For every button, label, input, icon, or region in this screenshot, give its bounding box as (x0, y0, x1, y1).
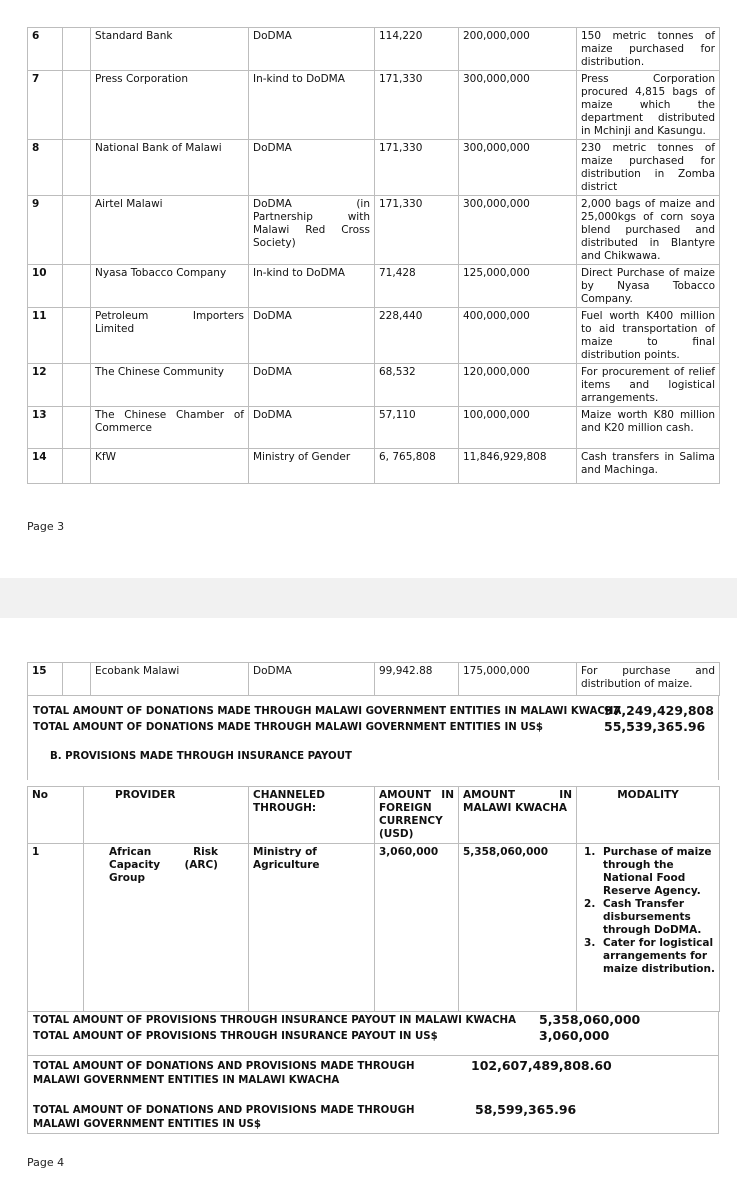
channel-cell: DoDMA (249, 663, 375, 696)
row-number: 7 (28, 71, 63, 140)
header-mwk: AMOUNT IN MALAWI KWACHA (459, 787, 577, 844)
provider-cell: The Chinese Chamber of Commerce (91, 407, 249, 449)
channel-cell: DoDMA (249, 407, 375, 449)
header-modality: MODALITY (577, 787, 720, 844)
table-row (28, 28, 720, 71)
table-row (28, 844, 720, 1012)
modality-item: 2. Cash Transfer disbursements through DoDMA. (599, 898, 715, 937)
channel-cell: DoDMA (249, 364, 375, 407)
mwk-amount-cell: 300,000,000 (459, 196, 577, 265)
modality-cell: For purchase and distribution of maize. (577, 663, 720, 696)
usd-amount-cell: 228,440 (375, 308, 459, 364)
table-row (28, 663, 720, 696)
row-number: 11 (28, 308, 63, 364)
grand-total-usd-label-1: TOTAL AMOUNT OF DONATIONS AND PROVISIONS MADE THROUGH (33, 1105, 415, 1116)
modality-cell: Direct Purchase of maize by Nyasa Tobacco Company. (577, 265, 720, 308)
table-header-row (28, 787, 720, 844)
channel-cell: In-kind to DoDMA (249, 71, 375, 140)
row-number: 15 (28, 663, 63, 696)
provider-cell: The Chinese Community (91, 364, 249, 407)
grand-total-mwk-label-2: MALAWI GOVERNMENT ENTITIES IN MALAWI KWACHA (33, 1075, 340, 1086)
channel-cell: DoDMA (249, 140, 375, 196)
donations-total-mwk-label: TOTAL AMOUNT OF DONATIONS MADE THROUGH MALAWI GOVERNMENT ENTITIES IN MALAWI KWACHA (33, 706, 622, 717)
grand-total-usd-label-2: MALAWI GOVERNMENT ENTITIES IN US$ (33, 1119, 261, 1130)
table-row (28, 140, 720, 196)
provisions-total-mwk-value: 5,358,060,000 (539, 1012, 641, 1027)
modality-cell: Press Corporation procured 4,815 bags of maize which the department distributed in Mchinji and Kasungu. (577, 71, 720, 140)
provider-cell: KfW (91, 449, 249, 484)
channel-cell: DoDMA (249, 308, 375, 364)
mwk-amount-cell: 400,000,000 (459, 308, 577, 364)
table-row (28, 364, 720, 407)
header-channel: CHANNELED THROUGH: (249, 787, 375, 844)
usd-amount-cell: 171,330 (375, 196, 459, 265)
donations-table-page4 (27, 662, 720, 696)
mwk-amount-cell: 120,000,000 (459, 364, 577, 407)
row-number: 13 (28, 407, 63, 449)
table-row (28, 196, 720, 265)
provisions-total-usd-label: TOTAL AMOUNT OF PROVISIONS THROUGH INSURANCE PAYOUT IN US$ (33, 1031, 438, 1042)
usd-amount-cell: 71,428 (375, 265, 459, 308)
insurance-table (27, 786, 720, 1012)
mwk-amount-cell: 125,000,000 (459, 265, 577, 308)
page-number: Page 3 (27, 520, 65, 533)
mwk-amount-cell: 300,000,000 (459, 140, 577, 196)
usd-amount-cell: 68,532 (375, 364, 459, 407)
channel-cell: Ministry of Agriculture (249, 844, 375, 1012)
modality-cell (577, 844, 720, 1012)
table-row (28, 449, 720, 484)
usd-amount-cell: 114,220 (375, 28, 459, 71)
table-row (28, 71, 720, 140)
provisions-total-mwk-label: TOTAL AMOUNT OF PROVISIONS THROUGH INSURANCE PAYOUT IN MALAWI KWACHA (33, 1015, 516, 1026)
header-no: No (28, 787, 84, 844)
grand-total-mwk-label-1: TOTAL AMOUNT OF DONATIONS AND PROVISIONS MADE THROUGH (33, 1061, 415, 1072)
row-number: 6 (28, 28, 63, 71)
mwk-amount-cell: 200,000,000 (459, 28, 577, 71)
section-b-heading: B. PROVISIONS MADE THROUGH INSURANCE PAYOUT (50, 751, 352, 762)
mwk-amount-cell: 175,000,000 (459, 663, 577, 696)
page-separator (0, 578, 737, 618)
header-provider: PROVIDER (84, 787, 249, 844)
row-number: 1 (28, 844, 84, 1012)
modality-cell: Cash transfers in Salima and Machinga. (577, 449, 720, 484)
row-number: 12 (28, 364, 63, 407)
provider-cell: African Risk Capacity (ARC) Group (84, 844, 249, 1012)
usd-amount-cell: 6, 765,808 (375, 449, 459, 484)
donations-total-usd-label: TOTAL AMOUNT OF DONATIONS MADE THROUGH MALAWI GOVERNMENT ENTITIES IN US$ (33, 722, 544, 733)
channel-cell: DoDMA (249, 28, 375, 71)
provider-cell: Standard Bank (91, 28, 249, 71)
donations-total-mwk-value: 97,249,429,808 (604, 703, 714, 718)
provider-cell: Nyasa Tobacco Company (91, 265, 249, 308)
provider-cell: Airtel Malawi (91, 196, 249, 265)
provider-cell: Press Corporation (91, 71, 249, 140)
row-number: 14 (28, 449, 63, 484)
table-row (28, 265, 720, 308)
channel-cell: In-kind to DoDMA (249, 265, 375, 308)
modality-cell: 2,000 bags of maize and 25,000kgs of corn soya blend purchased and distributed in Blantyre and Chikwawa. (577, 196, 720, 265)
usd-amount-cell: 171,330 (375, 140, 459, 196)
provider-cell: Ecobank Malawi (91, 663, 249, 696)
page-number: Page 4 (27, 1156, 65, 1169)
donations-total-usd-value: 55,539,365.96 (604, 719, 706, 734)
usd-amount-cell: 57,110 (375, 407, 459, 449)
mwk-amount-cell: 11,846,929,808 (459, 449, 577, 484)
mwk-amount-cell: 300,000,000 (459, 71, 577, 140)
modality-cell: 230 metric tonnes of maize purchased for distribution in Zomba district (577, 140, 720, 196)
usd-amount-cell: 99,942.88 (375, 663, 459, 696)
provisions-total-usd-value: 3,060,000 (539, 1028, 610, 1043)
row-number: 8 (28, 140, 63, 196)
modality-cell: 150 metric tonnes of maize purchased for distribution. (577, 28, 720, 71)
table-row (28, 407, 720, 449)
grand-total-usd-value: 58,599,365.96 (475, 1102, 577, 1117)
donations-table-page3 (27, 27, 720, 484)
header-usd: AMOUNT IN FOREIGN CURRENCY (USD) (375, 787, 459, 844)
modality-list (581, 846, 715, 976)
provider-cell: National Bank of Malawi (91, 140, 249, 196)
grand-total-mwk-value: 102,607,489,808.60 (471, 1058, 612, 1073)
row-number: 10 (28, 265, 63, 308)
usd-amount-cell: 171,330 (375, 71, 459, 140)
provider-cell: Petroleum Importers Limited (91, 308, 249, 364)
table-row (28, 308, 720, 364)
usd-amount-cell: 3,060,000 (375, 844, 459, 1012)
modality-cell: For procurement of relief items and logistical arrangements. (577, 364, 720, 407)
modality-cell: Maize worth K80 million and K20 million cash. (577, 407, 720, 449)
modality-item: 3. Cater for logistical arrangements for maize distribution. (599, 937, 715, 976)
mwk-amount-cell: 100,000,000 (459, 407, 577, 449)
modality-item: 1. Purchase of maize through the National Food Reserve Agency. (599, 846, 715, 898)
modality-cell: Fuel worth K400 million to aid transportation of maize to final distribution points. (577, 308, 720, 364)
row-number: 9 (28, 196, 63, 265)
channel-cell: DoDMA (in Partnership with Malawi Red Cross Society) (249, 196, 375, 265)
mwk-amount-cell: 5,358,060,000 (459, 844, 577, 1012)
channel-cell: Ministry of Gender (249, 449, 375, 484)
